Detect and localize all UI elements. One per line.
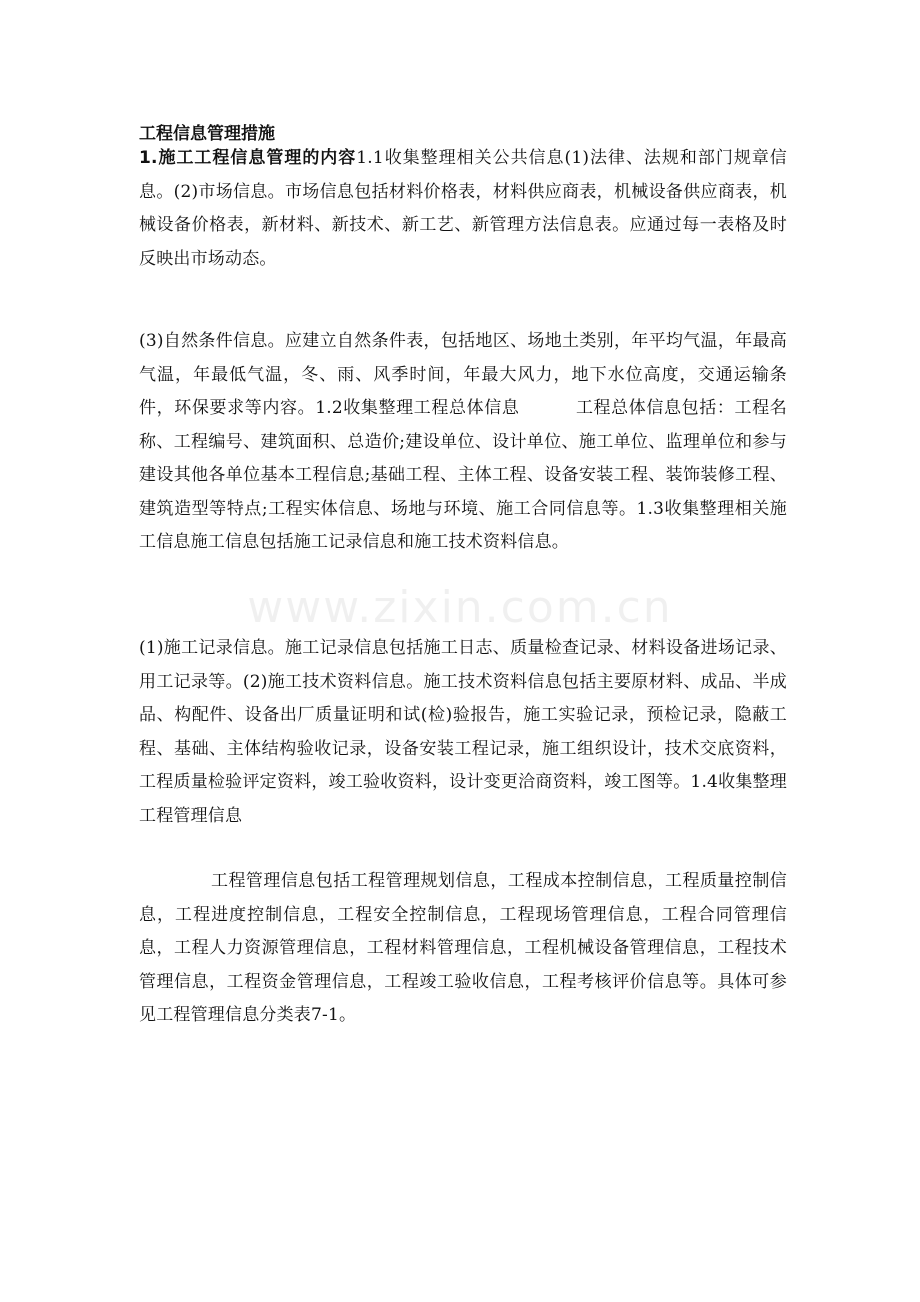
paragraph-2-text-b: 工程总体信息包括：工程名称、工程编号、建筑面积、总造价;建设单位、设计单位、施工单位、监理单位和参与建设其他各单位基本工程信息;基础工程、主体工程、设备安装工程、装饰装修工程、建筑造型等特点;工程实体信息、场地与环境、施工合同信息等。1.3收集整理相关施工信息施工信息包括施工记录信息和施工技术资料信息。	[139, 398, 787, 552]
watermark: www.zixin.com.cn	[247, 582, 673, 633]
paragraph-1	[139, 142, 787, 276]
paragraph-1-text: 1.1收集整理相关公共信息(1)法律、法规和部门规章信息。(2)市场信息。市场信息包括材料价格表，材料供应商表，机械设备供应商表，机械设备价格表，新材料、新技术、新工艺、新管理方法信息表。应通过每一表格及时反映出市场动态。	[139, 148, 788, 269]
paragraph-2-text-a: (3)自然条件信息。应建立自然条件表，包括地区、场地土类别，年平均气温，年最高气温，年最低气温，冬、雨、风季时间，年最大风力，地下水位高度，交通运输条件，环保要求等内容。1.2收集整理工程总体信息	[139, 331, 787, 418]
document-title: 工程信息管理措施	[139, 124, 275, 144]
paragraph-2	[139, 325, 787, 560]
section-heading: 1.施工工程信息管理的内容	[139, 148, 357, 168]
paragraph-4	[139, 865, 787, 1033]
paragraph-4-text: 工程管理信息包括工程管理规划信息，工程成本控制信息，工程质量控制信息，工程进度控制信息，工程安全控制信息，工程现场管理信息，工程合同管理信息，工程人力资源管理信息，工程材料管理信息，工程机械设备管理信息，工程技术管理信息，工程资金管理信息，工程竣工验收信息，工程考核评价信息等。具体可参见工程管理信息分类表7-1。	[139, 871, 787, 1025]
paragraph-3-text: (1)施工记录信息。施工记录信息包括施工日志、质量检查记录、材料设备进场记录、用工记录等。(2)施工技术资料信息。施工技术资料信息包括主要原材料、成品、半成品、构配件、设备出厂质量证明和试(检)验报告，施工实验记录，预检记录，隐蔽工程、基础、主体结构验收记录，设备安装工程记录，施工组织设计，技术交底资料，工程质量检验评定资料，竣工验收资料，设计变更洽商资料，竣工图等。1.4收集整理工程管理信息	[139, 638, 787, 826]
paragraph-3	[139, 632, 787, 833]
